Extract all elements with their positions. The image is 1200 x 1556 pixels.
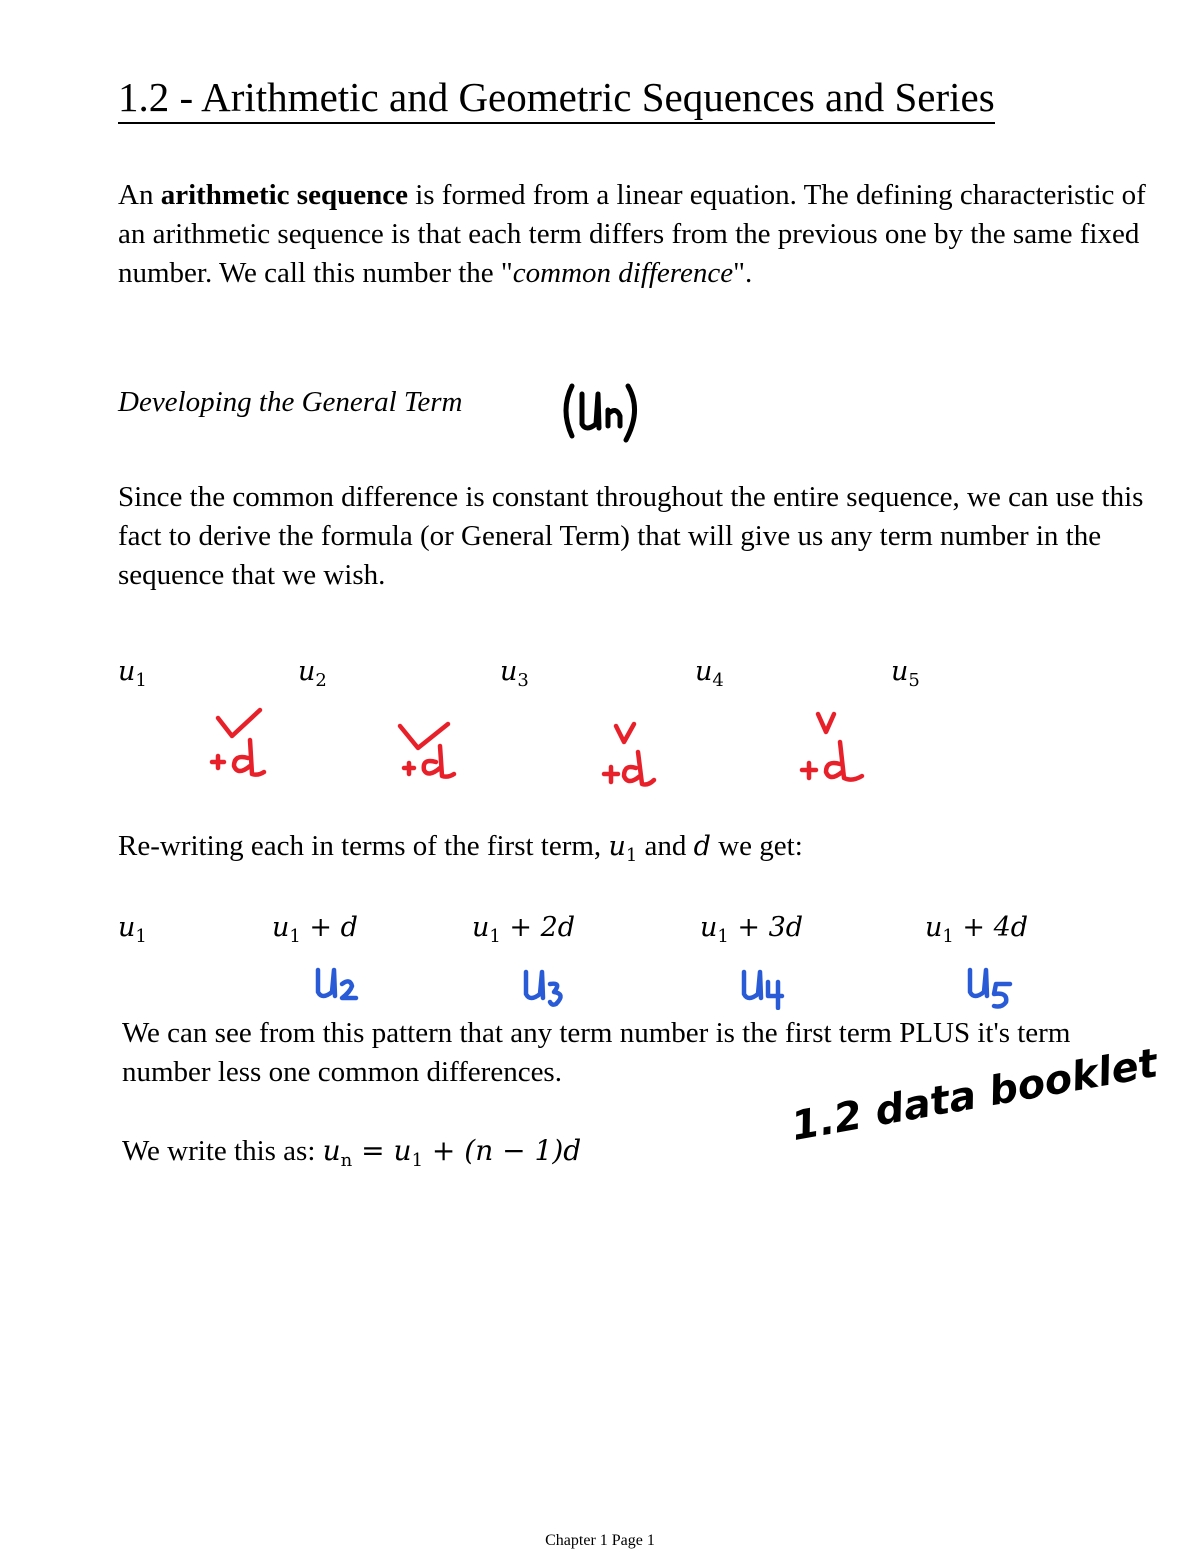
blue-annotation-u5 [970, 970, 1010, 1007]
red-annotation-3 [604, 724, 654, 785]
term-u5: $u_5$ [891, 656, 920, 691]
term-u2: $u_2$ [298, 656, 327, 691]
rewrite-text-c: we get: [710, 830, 803, 862]
red-plus-d-annotations [200, 702, 900, 792]
intro-paragraph [118, 176, 1168, 293]
red-annotation-4 [802, 714, 862, 780]
page-footer: Chapter 1 Page 1 [545, 1532, 655, 1549]
intro-text-c: ". [733, 257, 753, 289]
rewritten-term-5: $u_1 + 4d$ [925, 912, 1029, 947]
formula-prefix: We write this as: [122, 1135, 323, 1167]
term-u4: $u_4$ [695, 656, 724, 691]
inline-u1: $u_1$ [608, 831, 638, 866]
inline-d: d [693, 831, 711, 862]
rewritten-term-3: $u_1 + 2d$ [472, 912, 576, 947]
formula-math: $u_n = u_1 + (n - 1)d$ [322, 1134, 582, 1171]
term-u3: $u_3$ [500, 656, 529, 691]
derive-paragraph: Since the common difference is constant throughout the entire sequence, we can use this fact to derive the formula (or General Term) that will give us any term number in the sequence that we wish. [118, 481, 1144, 591]
intro-text-b: is formed from a linear equation. The defining characteristic of an arithmetic sequence is that each term differs from the previous one by the same fixed number. We call this number the " [118, 179, 1146, 289]
general-term-formula [122, 1134, 581, 1171]
red-annotation-2 [400, 724, 454, 777]
handwritten-un-note [558, 380, 648, 450]
page-title: 1.2 - Arithmetic and Geometric Sequences and Series [118, 72, 995, 124]
rewritten-term-1: $u_1$ [118, 912, 147, 947]
rewritten-term-4: $u_1 + 3d$ [700, 912, 804, 947]
pattern-paragraph: We can see from this pattern that any term number is the first term PLUS it's term number less one common differences. [122, 1017, 1071, 1088]
blue-annotation-u4 [744, 972, 782, 1008]
blue-term-annotations [300, 960, 1040, 1010]
rewritten-term-2: $u_1 + d$ [272, 912, 358, 947]
term-common-difference: common difference [512, 257, 734, 289]
term-arithmetic-sequence: arithmetic sequence [160, 179, 408, 211]
rewrite-text-a: Re-writing each in terms of the first term, [118, 830, 609, 862]
section-heading: Developing the General Term [118, 386, 463, 418]
intro-text-a: An [118, 179, 161, 211]
rewrite-text-b: and [637, 830, 694, 862]
blue-annotation-u3 [526, 972, 561, 1005]
term-u1: $u_1$ [118, 656, 147, 691]
blue-annotation-u2 [318, 970, 356, 998]
handwritten-data-booklet-note: 1.2 data booklet [788, 1040, 1161, 1150]
rewrite-intro [118, 830, 803, 866]
red-annotation-1 [212, 710, 264, 775]
